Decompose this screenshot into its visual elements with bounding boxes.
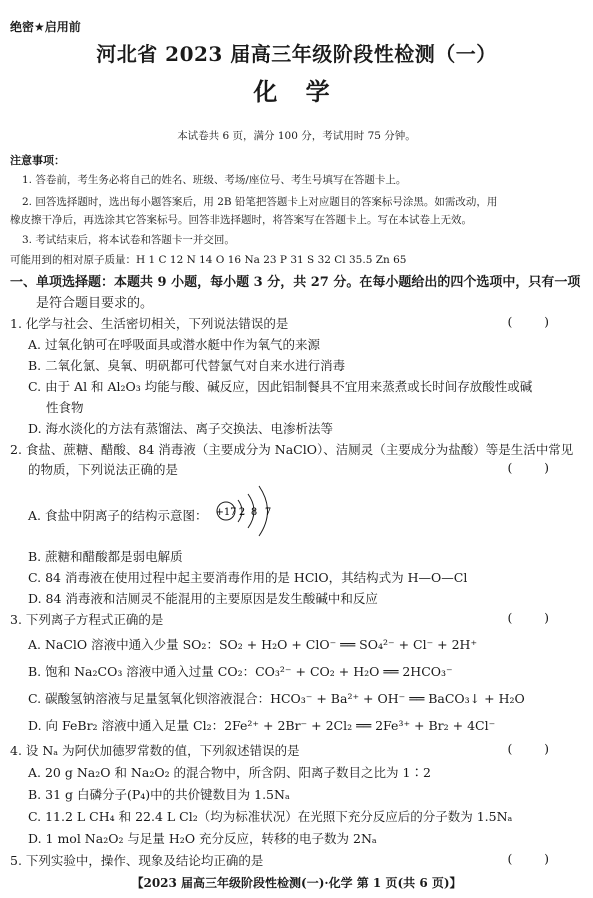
q4-option-b: B. 31 g 白磷分子(P₄)中的共价键数目为 1.5Nₐ bbox=[28, 787, 290, 802]
subject-title: 化 学 bbox=[253, 78, 340, 106]
q2-option-d: D. 84 消毒液和洁厕灵不能混用的主要原因是发生酸碱中和反应 bbox=[28, 591, 378, 606]
q3-stem: 3. 下列离子方程式正确的是 bbox=[10, 612, 164, 627]
nucleus-charge: +17 bbox=[215, 507, 237, 518]
q1-option-c: C. 由于 Al 和 Al₂O₃ 均能与酸、碱反应，因此铝制餐具不宜用来蒸煮或长时间存放酸性或碱 bbox=[28, 379, 533, 394]
q4-option-a: A. 20 g Na₂O 和 Na₂O₂ 的混合物中，所含阴、阳离子数目之比为 1∶2 bbox=[28, 765, 431, 780]
q1-stem: 1. 化学与社会、生活密切相关，下列说法错误的是 bbox=[10, 316, 289, 331]
q3-option-d: D. 向 FeBr₂ 溶液中通入足量 Cl₂：2Fe²⁺ + 2Br⁻ + 2Cl₂ ══ 2Fe³⁺ + Br₂ + 4Cl⁻ bbox=[28, 718, 496, 733]
q2-stem: 2. 食盐、蔗糖、醋酸、84 消毒液（主要成分为 NaClO）、洁厕灵（主要成分为盐酸）等是生活中常见 bbox=[10, 442, 574, 457]
q1-option-a: A. 过氧化钠可在呼吸面具或潜水艇中作为氧气的来源 bbox=[28, 337, 320, 352]
q1-option-b: B. 二氧化氯、臭氧、明矾都可代替氯气对自来水进行消毒 bbox=[28, 358, 346, 373]
section-heading: 一、单项选择题：本题共 9 小题，每小题 3 分，共 27 分。在每小题给出的四个选项中，只有一项 bbox=[10, 275, 581, 290]
exam-info: 本试卷共 6 页，满分 100 分，考试用时 75 分钟。 bbox=[177, 130, 416, 142]
q1-option-d: D. 海水淡化的方法有蒸馏法、离子交换法、电渗析法等 bbox=[28, 421, 334, 436]
confidential-label: 绝密★启用前 bbox=[10, 20, 81, 34]
chloride-ion-structure-diagram bbox=[212, 476, 302, 546]
q3-option-c: C. 碳酸氢钠溶液与足量氢氧化钡溶液混合：HCO₃⁻ + Ba²⁺ + OH⁻ ══ BaCO₃↓ + H₂O bbox=[28, 691, 525, 706]
q1-answer-blank: ( ) bbox=[507, 314, 549, 329]
notice-item-3: 3. 考试结束后，将本试卷和答题卡一并交回。 bbox=[22, 234, 235, 246]
q4-option-c: C. 11.2 L CH₄ 和 22.4 L Cl₂（均为标准状况）在光照下充分反应后的分子数为 1.5Nₐ bbox=[28, 809, 513, 824]
q4-answer-blank: ( ) bbox=[507, 741, 549, 756]
q1-option-c-cont: 性食物 bbox=[46, 400, 84, 415]
q2-option-c: C. 84 消毒液在使用过程中起主要消毒作用的是 HClO，其结构式为 H—O—Cl bbox=[28, 570, 468, 585]
shell-electrons-3: 7 bbox=[264, 507, 272, 518]
section-heading-cont: 是符合题目要求的。 bbox=[36, 296, 154, 311]
q2-option-b: B. 蔗糖和醋酸都是弱电解质 bbox=[28, 549, 183, 564]
notice-item-2: 2. 回答选择题时，选出每小题答案后，用 2B 铅笔把答题卡上对应题目的答案标号涂黑。如需改动，用 bbox=[22, 196, 498, 208]
atomic-masses: 可能用到的相对原子质量：H 1 C 12 N 14 O 16 Na 23 P 31 S 32 Cl 35.5 Zn 65 bbox=[10, 254, 407, 266]
q5-answer-blank: ( ) bbox=[507, 851, 549, 866]
q5-stem: 5. 下列实验中，操作、现象及结论均正确的是 bbox=[10, 853, 264, 868]
page-footer: 【2023 届高三年级阶段性检测(一)·化学 第 1 页(共 6 页)】 bbox=[131, 876, 462, 890]
notice-heading: 注意事项： bbox=[10, 154, 65, 167]
q2-stem-cont: 的物质，下列说法正确的是 bbox=[28, 462, 179, 477]
q4-stem: 4. 设 Nₐ 为阿伏加德罗常数的值，下列叙述错误的是 bbox=[10, 743, 300, 758]
shell-electrons-2: 8 bbox=[250, 507, 258, 518]
q3-option-a: A. NaClO 溶液中通入少量 SO₂：SO₂ + H₂O + ClO⁻ ══ SO₄²⁻ + Cl⁻ + 2H⁺ bbox=[28, 637, 478, 652]
q2-option-a: A. 食盐中阴离子的结构示意图： bbox=[28, 508, 208, 523]
notice-item-1: 1. 答卷前，考生务必将自己的姓名、班级、考场/座位号、考生号填写在答题卡上。 bbox=[22, 174, 407, 186]
exam-title: 河北省 2023 届高三年级阶段性检测（一） bbox=[96, 42, 497, 66]
shell-electrons-1: 2 bbox=[238, 507, 246, 518]
q3-answer-blank: ( ) bbox=[507, 610, 549, 625]
q3-option-b: B. 饱和 Na₂CO₃ 溶液中通入过量 CO₂：CO₃²⁻ + CO₂ + H₂O ══ 2HCO₃⁻ bbox=[28, 664, 453, 679]
q2-answer-blank: ( ) bbox=[507, 460, 549, 475]
q4-option-d: D. 1 mol Na₂O₂ 与足量 H₂O 充分反应，转移的电子数为 2Nₐ bbox=[28, 831, 377, 846]
notice-item-2-cont: 橡皮擦干净后，再选涂其它答案标号。回答非选择题时，将答案写在答题卡上。写在本试卷上无效。 bbox=[10, 214, 472, 226]
